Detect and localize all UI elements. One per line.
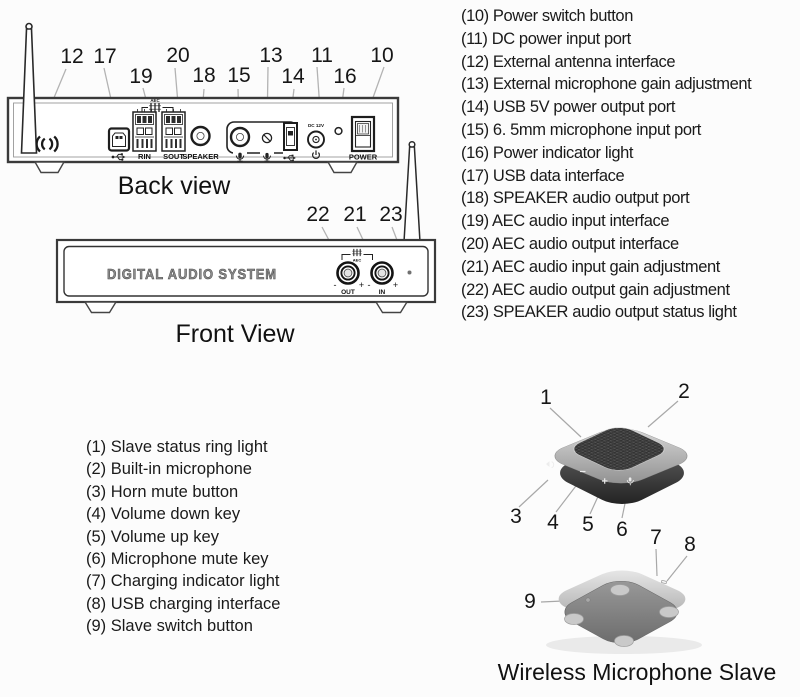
sout-label: SOUT (163, 152, 184, 161)
slave-switch-9 (586, 598, 590, 602)
front-foot-right (376, 302, 407, 313)
sout-terminal-20 (162, 109, 185, 151)
slave-bottom-view (541, 549, 702, 654)
front-view-illustration (57, 142, 435, 313)
callout-4: 4 (547, 511, 559, 534)
callout-23: 23 (379, 203, 403, 226)
callout-8: 8 (684, 533, 696, 556)
legend-item-18: (18) SPEAKER audio output port (461, 189, 690, 208)
callout-5: 5 (582, 513, 594, 536)
back-foot-right (328, 162, 357, 173)
callout-22: 22 (306, 203, 330, 226)
callout-12: 12 (60, 45, 84, 68)
front-foot-left (85, 302, 116, 313)
callout-3: 3 (510, 505, 522, 528)
legend-item-22: (22) AEC audio output gain adjustment (461, 280, 730, 299)
front-antenna (404, 142, 420, 242)
legend-item-23: (23) SPEAKER audio output status light (461, 303, 737, 322)
callout-11: 11 (311, 44, 333, 67)
legend-item-6: (6) Microphone mute key (86, 550, 269, 569)
legend-item-5: (5) Volume up key (86, 527, 219, 546)
callout-13: 13 (259, 44, 283, 67)
mic-mute-icon (629, 477, 632, 481)
power-label: POWER (348, 152, 378, 162)
back-view-caption: Back view (117, 172, 231, 200)
antenna-12 (22, 24, 37, 154)
brand-text: DIGITAL AUDIO SYSTEM (107, 266, 277, 283)
out-label: OUT (341, 289, 355, 296)
back-foot-left (35, 162, 64, 173)
legend-item-17: (17) USB data interface (461, 166, 625, 185)
callout-18: 18 (192, 64, 216, 87)
in-knob-21 (372, 263, 393, 284)
speaker-jack-18 (192, 127, 210, 145)
out-knob-22 (338, 263, 359, 284)
callout-6: 6 (616, 518, 628, 541)
legend-item-9: (9) Slave switch button (86, 617, 253, 636)
usb-b-port-17 (109, 129, 129, 151)
gain-pot-13 (262, 133, 271, 142)
legend-item-10: (10) Power switch button (461, 7, 633, 25)
in-label: IN (378, 289, 386, 296)
aec-label-front: AEC (352, 257, 362, 263)
legend-left (86, 436, 280, 638)
in-minus: - (367, 280, 371, 290)
legend-item-15: (15) 6. 5mm microphone input port (461, 120, 701, 139)
callout-19: 19 (129, 65, 153, 88)
power-switch-10 (352, 117, 374, 151)
mic-jack-15 (231, 128, 249, 146)
out-plus: + (358, 280, 365, 290)
legend-item-14: (14) USB 5V power output port (461, 98, 676, 117)
in-plus: + (392, 280, 399, 290)
callout-2: 2 (678, 380, 690, 403)
callout-14: 14 (281, 65, 305, 88)
aec-icon-front (352, 249, 362, 256)
rin-terminal-19 (133, 109, 156, 151)
callout-15: 15 (227, 64, 251, 87)
dc-label: DC 12V (307, 123, 325, 128)
slave-caption: Wireless Microphone Slave (497, 659, 777, 685)
legend-item-7: (7) Charging indicator light (86, 572, 280, 591)
slave-top-view (519, 401, 699, 518)
legend-item-11: (11) DC power input port (461, 29, 631, 48)
dc-jack-11 (308, 123, 325, 148)
legend-item-16: (16) Power indicator light (461, 143, 634, 162)
legend-item-21: (21) AEC audio input gain adjustment (461, 257, 720, 276)
legend-item-3: (3) Horn mute button (86, 482, 239, 501)
legend-right (461, 5, 751, 324)
callout-20: 20 (166, 44, 190, 67)
out-minus: - (333, 280, 337, 290)
legend-item-13: (13) External microphone gain adjustment (461, 75, 752, 94)
speaker-label: SPEAKER (182, 152, 219, 161)
rin-label: RIN (138, 152, 151, 161)
aec-label-back: AEC (150, 98, 160, 103)
legend-item-20: (20) AEC audio output interface (461, 234, 679, 253)
callout-10: 10 (370, 44, 394, 67)
legend-item-1: (1) Slave status ring light (86, 438, 268, 456)
aec-icon (149, 103, 161, 112)
callout-21: 21 (343, 203, 367, 226)
speaker-mute-icon (547, 461, 550, 467)
legend-item-19: (19) AEC audio input interface (461, 212, 670, 231)
callout-16: 16 (333, 65, 357, 88)
power-led-16 (335, 128, 342, 135)
callout-9: 9 (524, 590, 536, 613)
legend-item-4: (4) Volume down key (86, 505, 241, 524)
legend-item-2: (2) Built-in microphone (86, 460, 252, 479)
status-led-23 (408, 271, 412, 275)
callout-1: 1 (540, 386, 552, 409)
usb-charging-port-8 (661, 580, 666, 584)
callout-7: 7 (650, 526, 662, 549)
legend-item-12: (12) External antenna interface (461, 52, 676, 71)
usb-a-port-14 (284, 123, 297, 150)
callout-17: 17 (93, 45, 117, 68)
front-view-caption: Front View (175, 320, 295, 348)
legend-item-8: (8) USB charging interface (86, 594, 281, 613)
